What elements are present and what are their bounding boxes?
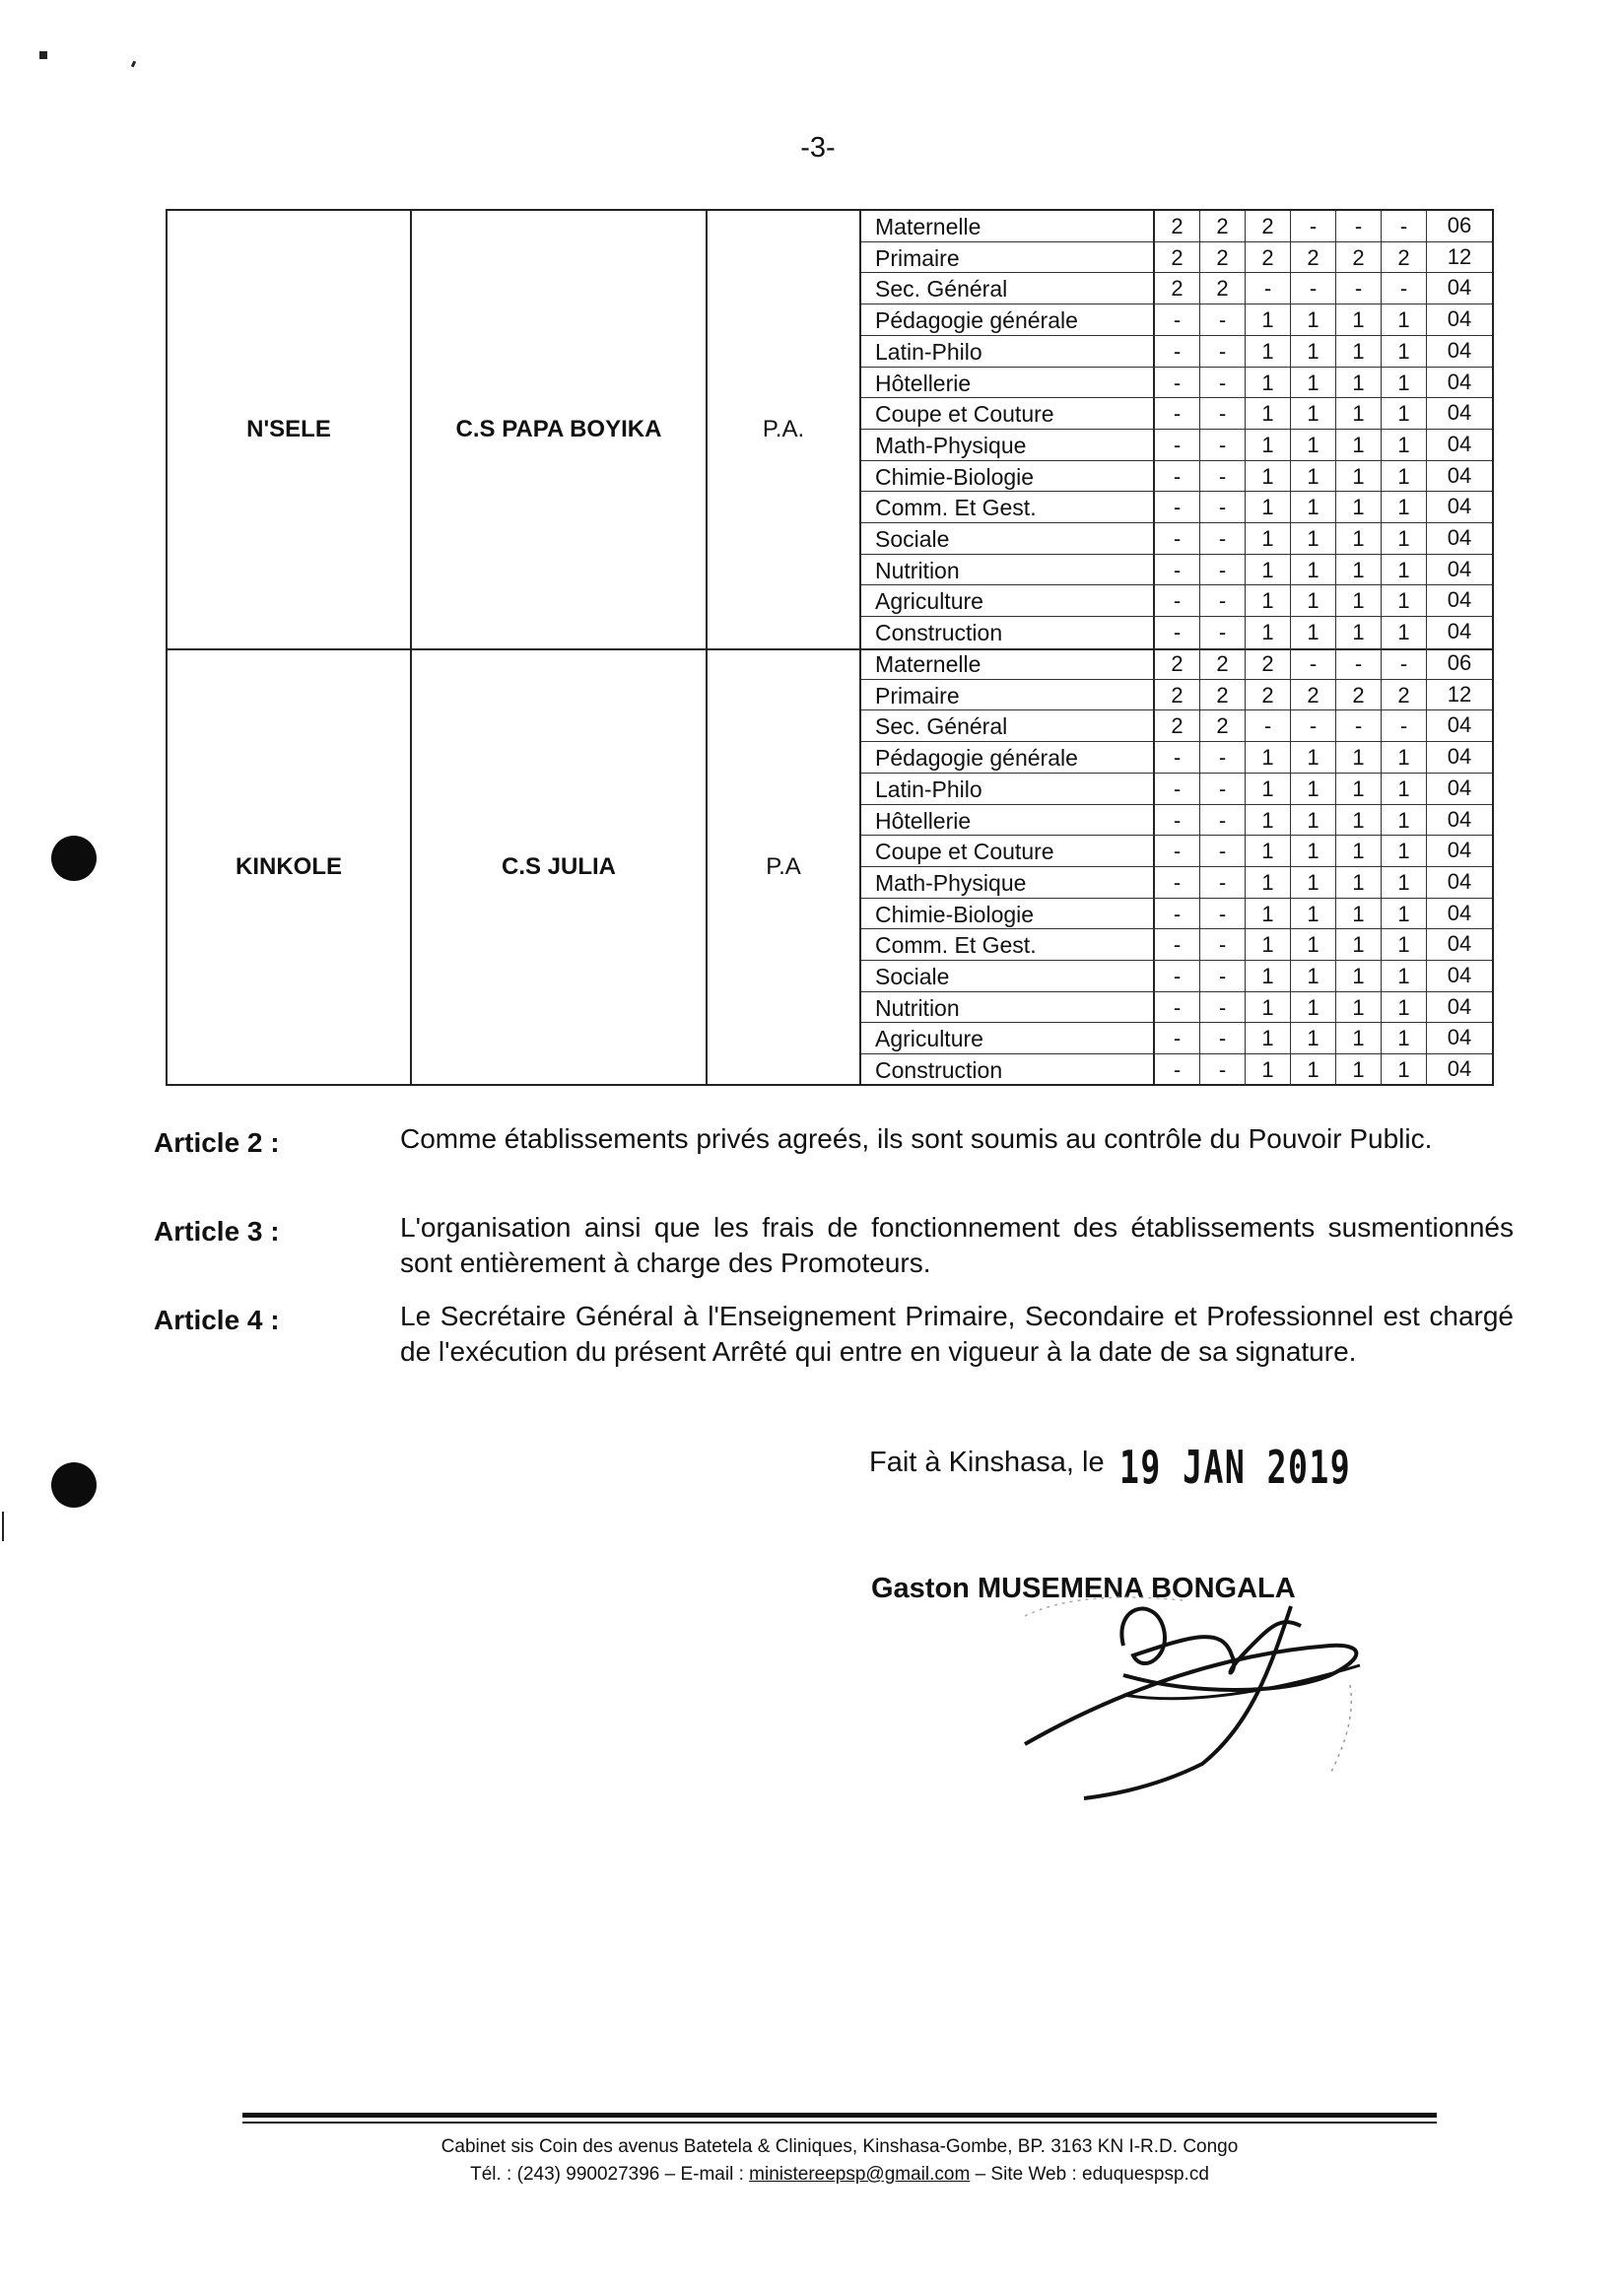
total-cell: 04	[1447, 931, 1472, 957]
table-row	[861, 929, 1492, 961]
class-count-cell: -	[1200, 929, 1246, 960]
total-cell: 04	[1447, 431, 1472, 456]
table-row	[861, 492, 1492, 523]
total-cell: 06	[1447, 650, 1472, 675]
class-count-cell: -	[1291, 273, 1336, 304]
class-count-cell: 1	[1336, 742, 1382, 773]
commune-cell: N'SELE	[246, 416, 331, 442]
class-count-cell: -	[1155, 867, 1200, 898]
article-label: Article 4 :	[154, 1305, 280, 1335]
class-count-cell: 1	[1291, 585, 1336, 616]
class-count-cell: -	[1155, 492, 1200, 522]
class-count-cell: 1	[1291, 867, 1336, 898]
class-count-cell: 1	[1336, 461, 1382, 492]
class-count-cell: -	[1382, 648, 1427, 679]
class-count-cell: -	[1291, 211, 1336, 241]
class-count-cell: -	[1155, 585, 1200, 616]
table-row	[861, 961, 1492, 992]
class-count-cell: -	[1382, 273, 1427, 304]
scan-mark	[39, 51, 47, 59]
class-count-cell: 2	[1246, 211, 1291, 241]
class-count-cell: 1	[1382, 555, 1427, 585]
class-count-cell: 1	[1291, 336, 1336, 367]
class-count-cell: 1	[1246, 929, 1291, 960]
option-name: Agriculture	[861, 1023, 1155, 1053]
class-count-cell: 1	[1336, 899, 1382, 929]
class-count-cell: 1	[1246, 336, 1291, 367]
option-name: Sociale	[861, 961, 1155, 991]
option-name: Agriculture	[861, 585, 1155, 616]
total-cell: 04	[1447, 868, 1472, 894]
class-count-cell: 1	[1382, 992, 1427, 1023]
option-name: Math-Physique	[861, 430, 1155, 460]
table-row	[861, 242, 1492, 274]
class-count-cell: -	[1155, 1054, 1200, 1086]
total-cell: 04	[1447, 963, 1472, 988]
class-count-cell: 1	[1291, 929, 1336, 960]
class-count-cell: 1	[1246, 899, 1291, 929]
option-name: Latin-Philo	[861, 336, 1155, 367]
class-count-cell: 2	[1155, 273, 1200, 304]
class-count-cell: 1	[1382, 1054, 1427, 1086]
article-3	[154, 1210, 1514, 1281]
class-count-cell: 2	[1155, 648, 1200, 679]
table-row	[861, 585, 1492, 617]
class-count-cell: -	[1155, 836, 1200, 866]
table-row	[861, 710, 1492, 742]
class-count-cell: -	[1155, 523, 1200, 554]
class-count-cell: 1	[1246, 368, 1291, 398]
option-name: Primaire	[861, 680, 1155, 710]
school-name-cell: C.S JULIA	[501, 853, 616, 880]
class-count-cell: 1	[1291, 617, 1336, 648]
option-name: Nutrition	[861, 555, 1155, 585]
class-count-cell: 1	[1291, 899, 1336, 929]
class-count-cell: 2	[1200, 710, 1246, 741]
signature-icon	[1005, 1586, 1389, 1803]
total-cell: 04	[1447, 619, 1472, 644]
class-count-cell: 1	[1382, 929, 1427, 960]
class-count-cell: 2	[1155, 710, 1200, 741]
footer-site: – Site Web : eduquespsp.cd	[970, 2164, 1209, 2185]
class-count-cell: -	[1155, 899, 1200, 929]
total-cell: 04	[1447, 744, 1472, 770]
table-row	[861, 523, 1492, 555]
footer-email-link[interactable]: ministereepsp@gmail.com	[749, 2164, 971, 2185]
table-row	[861, 211, 1492, 242]
class-count-cell: 2	[1200, 648, 1246, 679]
class-count-cell: -	[1200, 961, 1246, 991]
option-name: Comm. Et Gest.	[861, 492, 1155, 522]
class-count-cell: -	[1291, 648, 1336, 679]
class-count-cell: 1	[1246, 555, 1291, 585]
total-cell: 04	[1447, 275, 1472, 301]
class-count-cell: -	[1155, 742, 1200, 773]
total-cell: 04	[1447, 775, 1472, 800]
article-4	[154, 1299, 1514, 1370]
table-row	[861, 430, 1492, 461]
total-cell: 04	[1447, 1025, 1472, 1050]
signatory-name: Gaston MUSEMENA BONGALA	[871, 1573, 1296, 1604]
class-count-cell: 1	[1246, 742, 1291, 773]
class-count-cell: 2	[1246, 680, 1291, 710]
table-row	[861, 1054, 1492, 1086]
table-row	[861, 742, 1492, 774]
class-count-cell: 1	[1246, 492, 1291, 522]
class-count-cell: 1	[1382, 961, 1427, 991]
class-count-cell: 1	[1291, 523, 1336, 554]
class-count-cell: 1	[1336, 555, 1382, 585]
class-count-cell: -	[1155, 774, 1200, 804]
class-count-cell: 1	[1336, 992, 1382, 1023]
class-count-cell: 1	[1291, 1054, 1336, 1086]
class-count-cell: -	[1200, 742, 1246, 773]
class-count-cell: 2	[1382, 242, 1427, 273]
school-block	[168, 648, 1492, 1086]
class-count-cell: 1	[1246, 461, 1291, 492]
class-count-cell: 1	[1246, 867, 1291, 898]
class-count-cell: 1	[1291, 461, 1336, 492]
class-count-cell: -	[1200, 523, 1246, 554]
class-count-cell: -	[1155, 929, 1200, 960]
class-count-cell: 1	[1246, 1023, 1291, 1053]
table-row	[861, 992, 1492, 1024]
class-count-cell: -	[1336, 648, 1382, 679]
class-count-cell: 1	[1382, 805, 1427, 836]
option-name: Sociale	[861, 523, 1155, 554]
class-count-cell: 1	[1336, 805, 1382, 836]
class-count-cell: 1	[1382, 742, 1427, 773]
class-count-cell: -	[1200, 774, 1246, 804]
table-row	[861, 273, 1492, 304]
option-name: Hôtellerie	[861, 805, 1155, 836]
option-name: Chimie-Biologie	[861, 461, 1155, 492]
class-count-cell: -	[1200, 492, 1246, 522]
option-name: Primaire	[861, 242, 1155, 273]
class-count-cell: 1	[1336, 1023, 1382, 1053]
schools-table	[166, 209, 1494, 1086]
article-label: Article 3 :	[154, 1216, 280, 1247]
class-count-cell: 1	[1291, 555, 1336, 585]
class-count-cell: -	[1382, 710, 1427, 741]
class-count-cell: -	[1336, 211, 1382, 241]
table-row	[861, 617, 1492, 648]
footer-contact	[242, 2164, 1437, 2186]
option-name: Latin-Philo	[861, 774, 1155, 804]
table-row	[861, 774, 1492, 805]
option-name: Comm. Et Gest.	[861, 929, 1155, 960]
class-count-cell: 1	[1382, 461, 1427, 492]
footer-address: Cabinet sis Coin des avenus Batetela & Cliniques, Kinshasa-Gombe, BP. 3163 KN I-R.D. Congo	[440, 2136, 1239, 2157]
class-count-cell: 1	[1246, 304, 1291, 335]
class-count-cell: 1	[1336, 336, 1382, 367]
total-cell: 04	[1447, 369, 1472, 394]
class-count-cell: 1	[1382, 617, 1427, 648]
total-cell: 04	[1447, 587, 1472, 613]
class-count-cell: 2	[1200, 242, 1246, 273]
class-count-cell: 2	[1291, 242, 1336, 273]
class-count-cell: 1	[1246, 836, 1291, 866]
class-count-cell: 1	[1382, 430, 1427, 460]
class-count-cell: -	[1200, 585, 1246, 616]
total-cell: 04	[1447, 337, 1472, 363]
class-count-cell: -	[1155, 430, 1200, 460]
article-text: L'organisation ainsi que les frais de fonctionnement des établissements susmentionnés sont entièrement à charge des Promoteurs.	[400, 1212, 1514, 1278]
total-cell: 04	[1447, 556, 1472, 581]
scan-mark	[2, 1512, 4, 1541]
class-count-cell: 1	[1382, 899, 1427, 929]
class-count-cell: -	[1155, 961, 1200, 991]
article-label: Article 2 :	[154, 1127, 280, 1158]
table-row	[861, 867, 1492, 899]
punch-hole	[51, 836, 97, 881]
class-count-cell: 1	[1336, 585, 1382, 616]
total-cell: 04	[1447, 306, 1472, 332]
total-cell: 04	[1447, 838, 1472, 863]
table-row	[861, 336, 1492, 368]
class-count-cell: -	[1155, 1023, 1200, 1053]
class-count-cell: -	[1336, 273, 1382, 304]
class-count-cell: 1	[1246, 774, 1291, 804]
class-count-cell: 1	[1336, 836, 1382, 866]
class-count-cell: 1	[1291, 304, 1336, 335]
article-text: Comme établissements privés agreés, ils sont soumis au contrôle du Pouvoir Public.	[400, 1123, 1433, 1154]
option-name: Maternelle	[861, 648, 1155, 679]
total-cell: 04	[1447, 806, 1472, 832]
option-name: Sec. Général	[861, 273, 1155, 304]
class-count-cell: 1	[1291, 992, 1336, 1023]
footer-phone: Tél. : (243) 990027396 – E-mail :	[470, 2164, 750, 2185]
total-cell: 12	[1447, 243, 1472, 269]
class-count-cell: -	[1155, 555, 1200, 585]
options-list	[861, 211, 1492, 648]
scan-mark	[131, 61, 136, 68]
class-count-cell: 1	[1336, 867, 1382, 898]
class-count-cell: -	[1200, 1023, 1246, 1053]
class-count-cell: 1	[1291, 368, 1336, 398]
total-cell: 06	[1447, 213, 1472, 237]
class-count-cell: -	[1200, 398, 1246, 429]
class-count-cell: 2	[1200, 273, 1246, 304]
class-count-cell: -	[1200, 368, 1246, 398]
class-count-cell: -	[1200, 304, 1246, 335]
class-count-cell: 2	[1200, 680, 1246, 710]
class-count-cell: -	[1200, 1054, 1246, 1086]
table-row	[861, 555, 1492, 586]
option-name: Hôtellerie	[861, 368, 1155, 398]
place-line: Fait à Kinshasa, le	[869, 1447, 1105, 1478]
class-count-cell: 1	[1336, 492, 1382, 522]
class-count-cell: 1	[1382, 774, 1427, 804]
table-row	[861, 368, 1492, 399]
class-count-cell: 1	[1291, 774, 1336, 804]
table-row	[861, 899, 1492, 930]
class-count-cell: 2	[1336, 680, 1382, 710]
total-cell: 04	[1447, 494, 1472, 519]
class-count-cell: -	[1200, 461, 1246, 492]
table-row	[861, 648, 1492, 680]
class-count-cell: 1	[1246, 430, 1291, 460]
class-count-cell: 1	[1382, 368, 1427, 398]
class-count-cell: 1	[1291, 492, 1336, 522]
class-count-cell: 1	[1291, 836, 1336, 866]
class-count-cell: -	[1336, 710, 1382, 741]
table-row	[861, 680, 1492, 711]
class-count-cell: 1	[1336, 368, 1382, 398]
option-name: Pédagogie générale	[861, 304, 1155, 335]
option-name: Construction	[861, 617, 1155, 648]
class-count-cell: -	[1200, 617, 1246, 648]
table-row	[861, 1023, 1492, 1054]
class-count-cell: 1	[1336, 523, 1382, 554]
class-count-cell: -	[1200, 867, 1246, 898]
option-name: Nutrition	[861, 992, 1155, 1023]
class-count-cell: 1	[1291, 742, 1336, 773]
school-name-cell: C.S PAPA BOYIKA	[455, 416, 662, 442]
options-list	[861, 648, 1492, 1086]
class-count-cell: 1	[1382, 304, 1427, 335]
class-count-cell: -	[1246, 273, 1291, 304]
class-count-cell: 1	[1291, 398, 1336, 429]
class-count-cell: 2	[1382, 680, 1427, 710]
class-count-cell: -	[1200, 836, 1246, 866]
class-count-cell: 2	[1155, 680, 1200, 710]
class-count-cell: 1	[1382, 492, 1427, 522]
class-count-cell: 1	[1336, 430, 1382, 460]
class-count-cell: -	[1155, 304, 1200, 335]
class-count-cell: 1	[1246, 961, 1291, 991]
class-count-cell: 1	[1382, 523, 1427, 554]
total-cell: 12	[1447, 681, 1472, 707]
option-name: Pédagogie générale	[861, 742, 1155, 773]
class-count-cell: 1	[1336, 304, 1382, 335]
class-count-cell: 1	[1246, 398, 1291, 429]
option-name: Chimie-Biologie	[861, 899, 1155, 929]
class-count-cell: -	[1200, 805, 1246, 836]
class-count-cell: -	[1200, 555, 1246, 585]
total-cell: 04	[1447, 1056, 1472, 1082]
class-count-cell: 1	[1291, 430, 1336, 460]
class-count-cell: 2	[1246, 648, 1291, 679]
total-cell: 04	[1447, 900, 1472, 925]
class-count-cell: 1	[1382, 585, 1427, 616]
class-count-cell: 2	[1246, 242, 1291, 273]
class-count-cell: 2	[1200, 211, 1246, 241]
option-name: Coupe et Couture	[861, 836, 1155, 866]
table-row	[861, 461, 1492, 493]
total-cell: 04	[1447, 993, 1472, 1019]
class-count-cell: -	[1155, 805, 1200, 836]
table-row	[861, 805, 1492, 837]
class-count-cell: 2	[1155, 242, 1200, 273]
class-count-cell: 1	[1246, 1054, 1291, 1086]
class-count-cell: 1	[1291, 961, 1336, 991]
total-cell: 04	[1447, 525, 1472, 551]
class-count-cell: -	[1291, 710, 1336, 741]
article-2	[154, 1121, 1514, 1161]
class-count-cell: 1	[1382, 867, 1427, 898]
class-count-cell: 1	[1246, 805, 1291, 836]
punch-hole	[51, 1462, 97, 1508]
class-count-cell: 1	[1336, 961, 1382, 991]
class-count-cell: -	[1200, 899, 1246, 929]
class-count-cell: -	[1155, 336, 1200, 367]
class-count-cell: 1	[1336, 929, 1382, 960]
class-count-cell: -	[1155, 398, 1200, 429]
option-name: Math-Physique	[861, 867, 1155, 898]
option-name: Sec. Général	[861, 710, 1155, 741]
class-count-cell: 1	[1336, 617, 1382, 648]
footer-rule	[242, 2122, 1437, 2124]
class-count-cell: 1	[1336, 774, 1382, 804]
class-count-cell: 1	[1246, 585, 1291, 616]
class-count-cell: -	[1200, 430, 1246, 460]
class-count-cell: -	[1200, 336, 1246, 367]
article-text: Le Secrétaire Général à l'Enseignement Primaire, Secondaire et Professionnel est chargé de l'exécution du présent Arrêté qui entre en vigueur à la date de sa signature.	[400, 1301, 1514, 1367]
class-count-cell: 1	[1336, 398, 1382, 429]
table-row	[861, 836, 1492, 867]
table-row	[861, 304, 1492, 336]
school-block	[168, 211, 1492, 650]
class-count-cell: 1	[1336, 1054, 1382, 1086]
total-cell: 04	[1447, 400, 1472, 426]
footer-rule	[242, 2113, 1437, 2118]
class-count-cell: -	[1155, 461, 1200, 492]
class-count-cell: -	[1200, 992, 1246, 1023]
option-name: Coupe et Couture	[861, 398, 1155, 429]
class-count-cell: -	[1246, 710, 1291, 741]
class-count-cell: 1	[1246, 523, 1291, 554]
class-count-cell: 1	[1291, 805, 1336, 836]
page-number: -3-	[800, 132, 836, 164]
status-cell: P.A	[766, 853, 801, 880]
table-row	[861, 398, 1492, 430]
date-stamp: 19 JAN 2019	[1119, 1441, 1352, 1494]
class-count-cell: 1	[1382, 336, 1427, 367]
option-name: Construction	[861, 1054, 1155, 1086]
class-count-cell: 2	[1155, 211, 1200, 241]
total-cell: 04	[1447, 462, 1472, 488]
class-count-cell: 1	[1291, 1023, 1336, 1053]
class-count-cell: -	[1155, 992, 1200, 1023]
class-count-cell: -	[1382, 211, 1427, 241]
class-count-cell: 1	[1246, 992, 1291, 1023]
class-count-cell: 1	[1382, 398, 1427, 429]
class-count-cell: -	[1155, 617, 1200, 648]
class-count-cell: 1	[1246, 617, 1291, 648]
class-count-cell: 2	[1291, 680, 1336, 710]
total-cell: 04	[1447, 712, 1472, 738]
status-cell: P.A.	[762, 416, 805, 442]
class-count-cell: 1	[1382, 836, 1427, 866]
option-name: Maternelle	[861, 211, 1155, 241]
commune-cell: KINKOLE	[236, 853, 342, 880]
class-count-cell: 1	[1382, 1023, 1427, 1053]
class-count-cell: 2	[1336, 242, 1382, 273]
class-count-cell: -	[1155, 368, 1200, 398]
